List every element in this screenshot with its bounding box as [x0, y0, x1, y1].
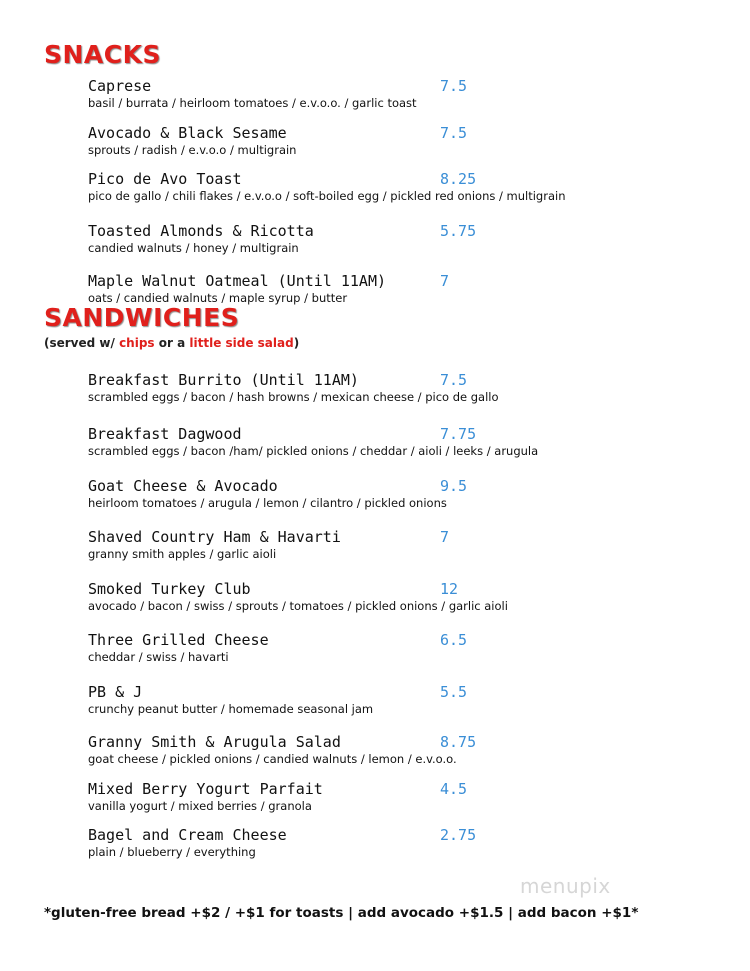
menu-item [88, 170, 728, 210]
subtitle-chips: chips [119, 336, 155, 350]
item-name: Caprese [88, 77, 152, 95]
item-name: Maple Walnut Oatmeal (Until 11AM) [88, 272, 387, 290]
item-price: 8.25 [440, 170, 477, 188]
menupix-watermark: menupix [520, 874, 611, 898]
item-description: goat cheese / pickled onions / candied walnuts / lemon / e.v.o.o. [88, 752, 457, 766]
item-name: Goat Cheese & Avocado [88, 477, 278, 495]
menu-item [88, 124, 728, 164]
item-price: 7.5 [440, 124, 468, 142]
item-price: 7 [440, 528, 450, 546]
item-name: Breakfast Burrito (Until 11AM) [88, 371, 359, 389]
item-name: Pico de Avo Toast [88, 170, 242, 188]
sandwiches-heading: SANDWICHES [44, 303, 240, 332]
menu-item [88, 580, 728, 620]
item-description: granny smith apples / garlic aioli [88, 547, 277, 561]
menu-item [88, 780, 728, 820]
menu-item [88, 683, 728, 723]
item-description: vanilla yogurt / mixed berries / granola [88, 799, 312, 813]
item-price: 9.5 [440, 477, 468, 495]
item-description: sprouts / radish / e.v.o.o / multigrain [88, 143, 297, 157]
item-price: 7.5 [440, 371, 468, 389]
item-name: PB & J [88, 683, 143, 701]
subtitle-middle: or a [154, 336, 190, 350]
item-price: 2.75 [440, 826, 477, 844]
item-name: Smoked Turkey Club [88, 580, 251, 598]
menu-item [88, 733, 728, 773]
menu-item [88, 425, 728, 465]
item-description: heirloom tomatoes / arugula / lemon / cilantro / pickled onions [88, 496, 447, 510]
snacks-heading: SNACKS [44, 40, 162, 69]
item-price: 7 [440, 272, 450, 290]
subtitle-salad: little side salad [189, 336, 294, 350]
subtitle-prefix: (served w/ [44, 336, 120, 350]
item-name: Bagel and Cream Cheese [88, 826, 287, 844]
item-description: scrambled eggs / bacon / hash browns / mexican cheese / pico de gallo [88, 390, 499, 404]
item-price: 6.5 [440, 631, 468, 649]
menu-item [88, 528, 728, 568]
item-name: Granny Smith & Arugula Salad [88, 733, 341, 751]
item-name: Shaved Country Ham & Havarti [88, 528, 341, 546]
item-price: 5.75 [440, 222, 477, 240]
menu-item [88, 77, 728, 117]
item-description: oats / candied walnuts / maple syrup / butter [88, 291, 348, 305]
item-price: 5.5 [440, 683, 468, 701]
item-description: candied walnuts / honey / multigrain [88, 241, 299, 255]
item-description: basil / burrata / heirloom tomatoes / e.v.o.o. / garlic toast [88, 96, 417, 110]
menu-item [88, 222, 728, 262]
item-price: 7.75 [440, 425, 477, 443]
item-price: 12 [440, 580, 459, 598]
item-name: Avocado & Black Sesame [88, 124, 287, 142]
item-description: avocado / bacon / swiss / sprouts / tomatoes / pickled onions / garlic aioli [88, 599, 508, 613]
item-price: 8.75 [440, 733, 477, 751]
item-price: 7.5 [440, 77, 468, 95]
item-name: Toasted Almonds & Ricotta [88, 222, 314, 240]
item-name: Mixed Berry Yogurt Parfait [88, 780, 323, 798]
item-description: scrambled eggs / bacon /ham/ pickled onions / cheddar / aioli / leeks / arugula [88, 444, 539, 458]
menu-item [88, 826, 728, 866]
item-name: Three Grilled Cheese [88, 631, 269, 649]
footer-note: *gluten-free bread +$2 / +$1 for toasts | add avocado +$1.5 | add bacon +$1* [44, 905, 639, 921]
item-description: pico de gallo / chili flakes / e.v.o.o / soft-boiled egg / pickled red onions / multigrain [88, 189, 566, 203]
item-description: cheddar / swiss / havarti [88, 650, 229, 664]
sandwiches-subtitle [44, 336, 299, 350]
item-description: plain / blueberry / everything [88, 845, 256, 859]
subtitle-suffix: ) [293, 336, 300, 350]
item-name: Breakfast Dagwood [88, 425, 242, 443]
item-price: 4.5 [440, 780, 468, 798]
menu-item [88, 631, 728, 671]
item-description: crunchy peanut butter / homemade seasonal jam [88, 702, 374, 716]
menu-item [88, 371, 728, 411]
menu-item [88, 477, 728, 517]
